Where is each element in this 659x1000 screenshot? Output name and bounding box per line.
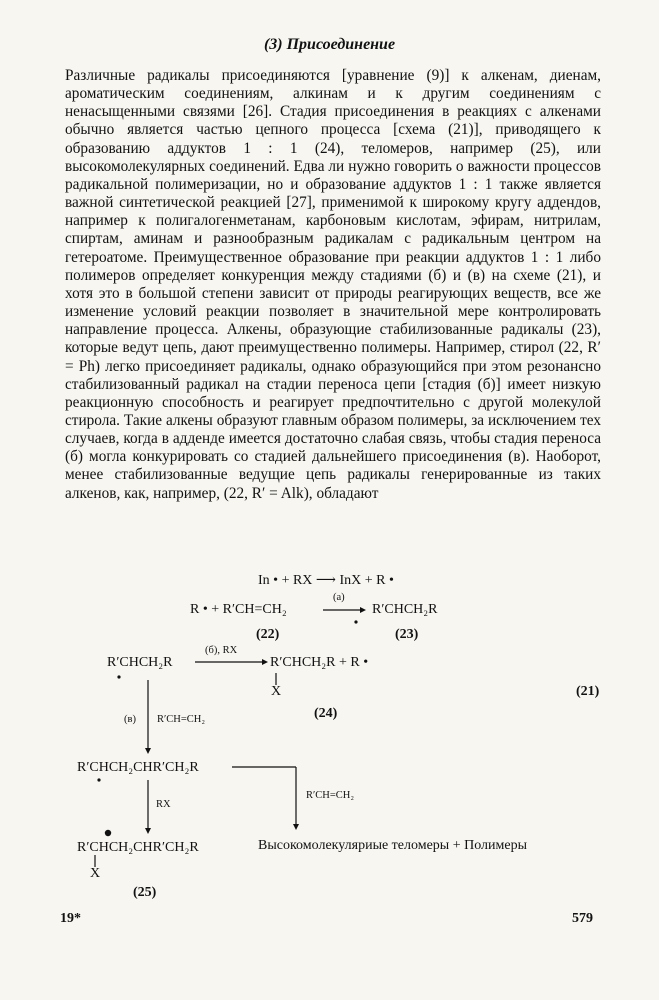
section-heading: (3) Присоединение [263, 36, 396, 53]
step-a-label: (а) [333, 592, 345, 603]
step-b-label: (б), RX [205, 645, 238, 656]
label-24: (24) [314, 706, 338, 721]
branch-reagent: R′CH=CH₂ [306, 790, 355, 801]
rx-label: RX [156, 799, 171, 810]
radical-23: R′CHCH₂R [372, 602, 438, 617]
label-23: (23) [395, 627, 419, 642]
telomer-25: R′CHCH₂CHR′CH₂R [77, 840, 199, 855]
signature-mark: 19* [60, 911, 81, 926]
dimer-radical: R′CHCH₂CHR′CH₂R [77, 760, 199, 775]
paragraph-text: Различные радикалы присоединяются [уравнение (9)] к алкенам, диенам, ароматическим соединениям, алкинам и к другим соединениям с ненасыщенными связями [26]. Стадия присоединения в реакциях с алкенами обычно является частью цепного процесса [схема (21)], приводящего к образованию аддуктов 1 : 1 (24), теломеров, например (25), или высокомолекулярных соединений. Едва ли нужно говорить о важности процессов радикальной полимеризации, но и образование аддуктов 1 : 1 также является важной синтетической реакцией [27], применимой к широкому кругу аддендов, например к полигалогенметанам, карбоновым кислотам, эфирам, нитрилам, спиртам, аминам и разнообразным радикалам с радикальным центром на гетероатоме. Преимущественное образование при реакции аддуктов 1 : 1 либо полимеров определяет конкуренция между стадиями (б) и (в) на схеме (21), и хотя это в большой степени зависит от природы реагирующих веществ, все же изменение условий реакции позволяет в значительной мере контролировать направление процесса. Алкены, образующие стабилизованные радикалы (23), которые ведут цепь, дают преимущественно полимеры. Например, стирол (22, R′ = Ph) легко присоединяет радикалы, однако образующийся при этом резонансно стабилизованный радикал на стадии переноса цепи [стадия (б)] имеет низкую реакционную способность и реагирует предпочтительно с другой молекулой стирола. Такие алкены образуют главным образом полимеры, за исключением тех случаев, когда в адденде имеется достаточно слабая связь, чтобы стадия переноса (б) могла конкурировать со стадией дальнейшего присоединения (в). Наоборот, менее стабилизованные ведущие цепь радикалы генерированные из таких алкенов, как, например, (22, R′ = Alk), обладают [65, 67, 601, 502]
telomer-x: X [90, 866, 101, 881]
step-v-label: (в) [124, 714, 136, 725]
label-25: (25) [133, 885, 157, 900]
equation-number: (21) [576, 684, 600, 699]
page-number: 579 [572, 911, 593, 926]
radical-23-repeat: R′CHCH₂R [107, 655, 173, 670]
label-22: (22) [256, 627, 280, 642]
initiation-equation: In • + RX ⟶ InX + R • [258, 573, 394, 588]
adduct-24-x: X [271, 684, 282, 699]
radical-plus-alkene: R • + R′CH=CH₂ [190, 602, 287, 617]
products: Высокомолекуляриые теломеры + Полимеры [258, 838, 527, 853]
adduct-24-line: R′CHCH₂R + R • [270, 655, 369, 670]
step-v-reagent: R′CH=CH₂ [157, 714, 206, 725]
